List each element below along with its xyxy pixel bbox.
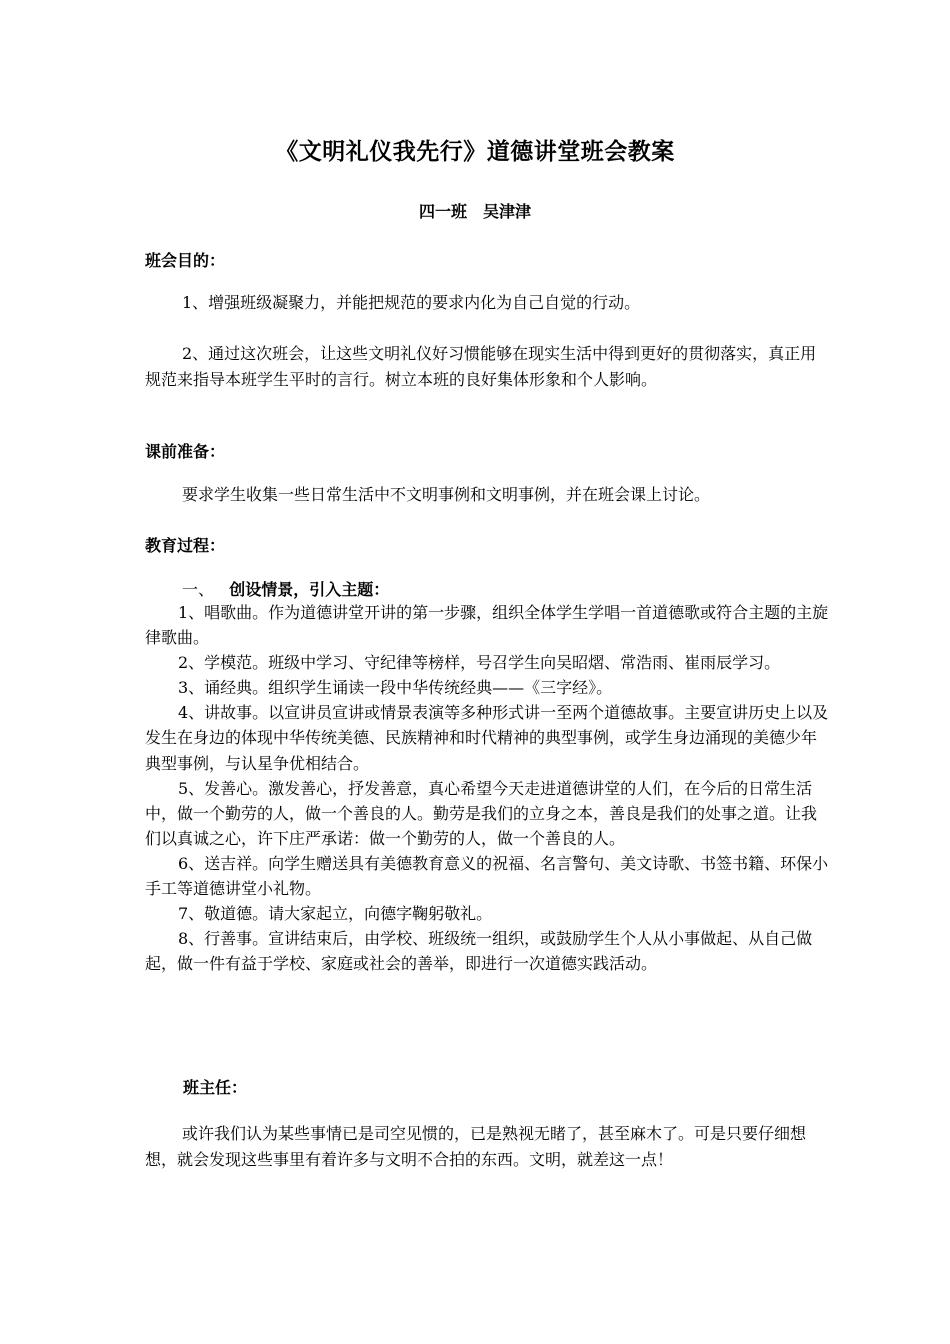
teacher-heading: 班主任： bbox=[183, 1078, 248, 1097]
purpose-item-2: 2、通过这次班会，让这些文明礼仪好习惯能够在现实生活中得到更好的贯彻落实，真正用规范来指导本班学生平时的言行。树立本班的良好集体形象和个人影响。 bbox=[145, 344, 817, 389]
step-item-8: 8、行善事。宣讲结束后，由学校、班级统一组织，或鼓励学生个人从小事做起、从自己做起，做一件有益于学校、家庭或社会的善举，即进行一次道德实践活动。 bbox=[145, 929, 813, 974]
prep-heading: 课前准备： bbox=[145, 442, 226, 461]
step-title bbox=[145, 578, 389, 602]
step-item-4: 4、讲故事。以宣讲员宣讲或情景表演等多种形式讲一至两个道德故事。主要宣讲历史上以及发生在身边的体现中华传统美德、民族精神和时代精神的典型事例，或学生身边涌现的美德少年典型事例，与认星争优相结合。 bbox=[145, 703, 829, 773]
document-title: 《文明礼仪我先行》道德讲堂班会教案 bbox=[275, 139, 675, 165]
step-title-text: 创设情景，引入主题： bbox=[229, 580, 390, 599]
purpose-item-1: 1、增强班级凝聚力，并能把规范的要求内化为自己自觉的行动。 bbox=[182, 293, 641, 312]
step-number: 一、 bbox=[182, 580, 215, 599]
teacher-text: 或许我们认为某些事情已是司空见惯的，已是熟视无睹了，甚至麻木了。可是只要仔细想想，就会发现这些事里有着许多与文明不合拍的东西。文明，就差这一点！ bbox=[145, 1124, 807, 1169]
step-item-3: 3、诵经典。组织学生诵读一段中华传统经典——《三字经》。 bbox=[178, 678, 613, 698]
step-item-7: 7、敬道德。请大家起立，向德字鞠躬敬礼。 bbox=[178, 904, 493, 924]
process-heading: 教育过程： bbox=[145, 536, 226, 555]
step-item-1: 1、唱歌曲。作为道德讲堂开讲的第一步骤，组织全体学生学唱一首道德歌或符合主题的主旋律歌曲。 bbox=[145, 603, 829, 648]
step-item-2: 2、学模范。班级中学习、守纪律等榜样，号召学生向吴昭熠、常浩雨、崔雨辰学习。 bbox=[178, 653, 781, 673]
author-line: 四一班 吴津津 bbox=[418, 202, 531, 221]
prep-text: 要求学生收集一些日常生活中不文明事例和文明事例，并在班会课上讨论。 bbox=[182, 485, 711, 504]
purpose-heading: 班会目的： bbox=[145, 251, 226, 270]
step-item-6: 6、送吉祥。向学生赠送具有美德教育意义的祝福、名言警句、美文诗歌、书签书籍、环保小手工等道德讲堂小礼物。 bbox=[145, 853, 829, 899]
steps-list bbox=[145, 600, 830, 976]
step-item-5: 5、发善心。激发善心，抒发善意，真心希望今天走进道德讲堂的人们，在今后的日常生活中，做一个勤劳的人，做一个善良的人。勤劳是我们的立身之本，善良是我们的处事之道。让我们以真诚之心，许下庄严承诺：做一个勤劳的人，做一个善良的人。 bbox=[145, 778, 818, 848]
